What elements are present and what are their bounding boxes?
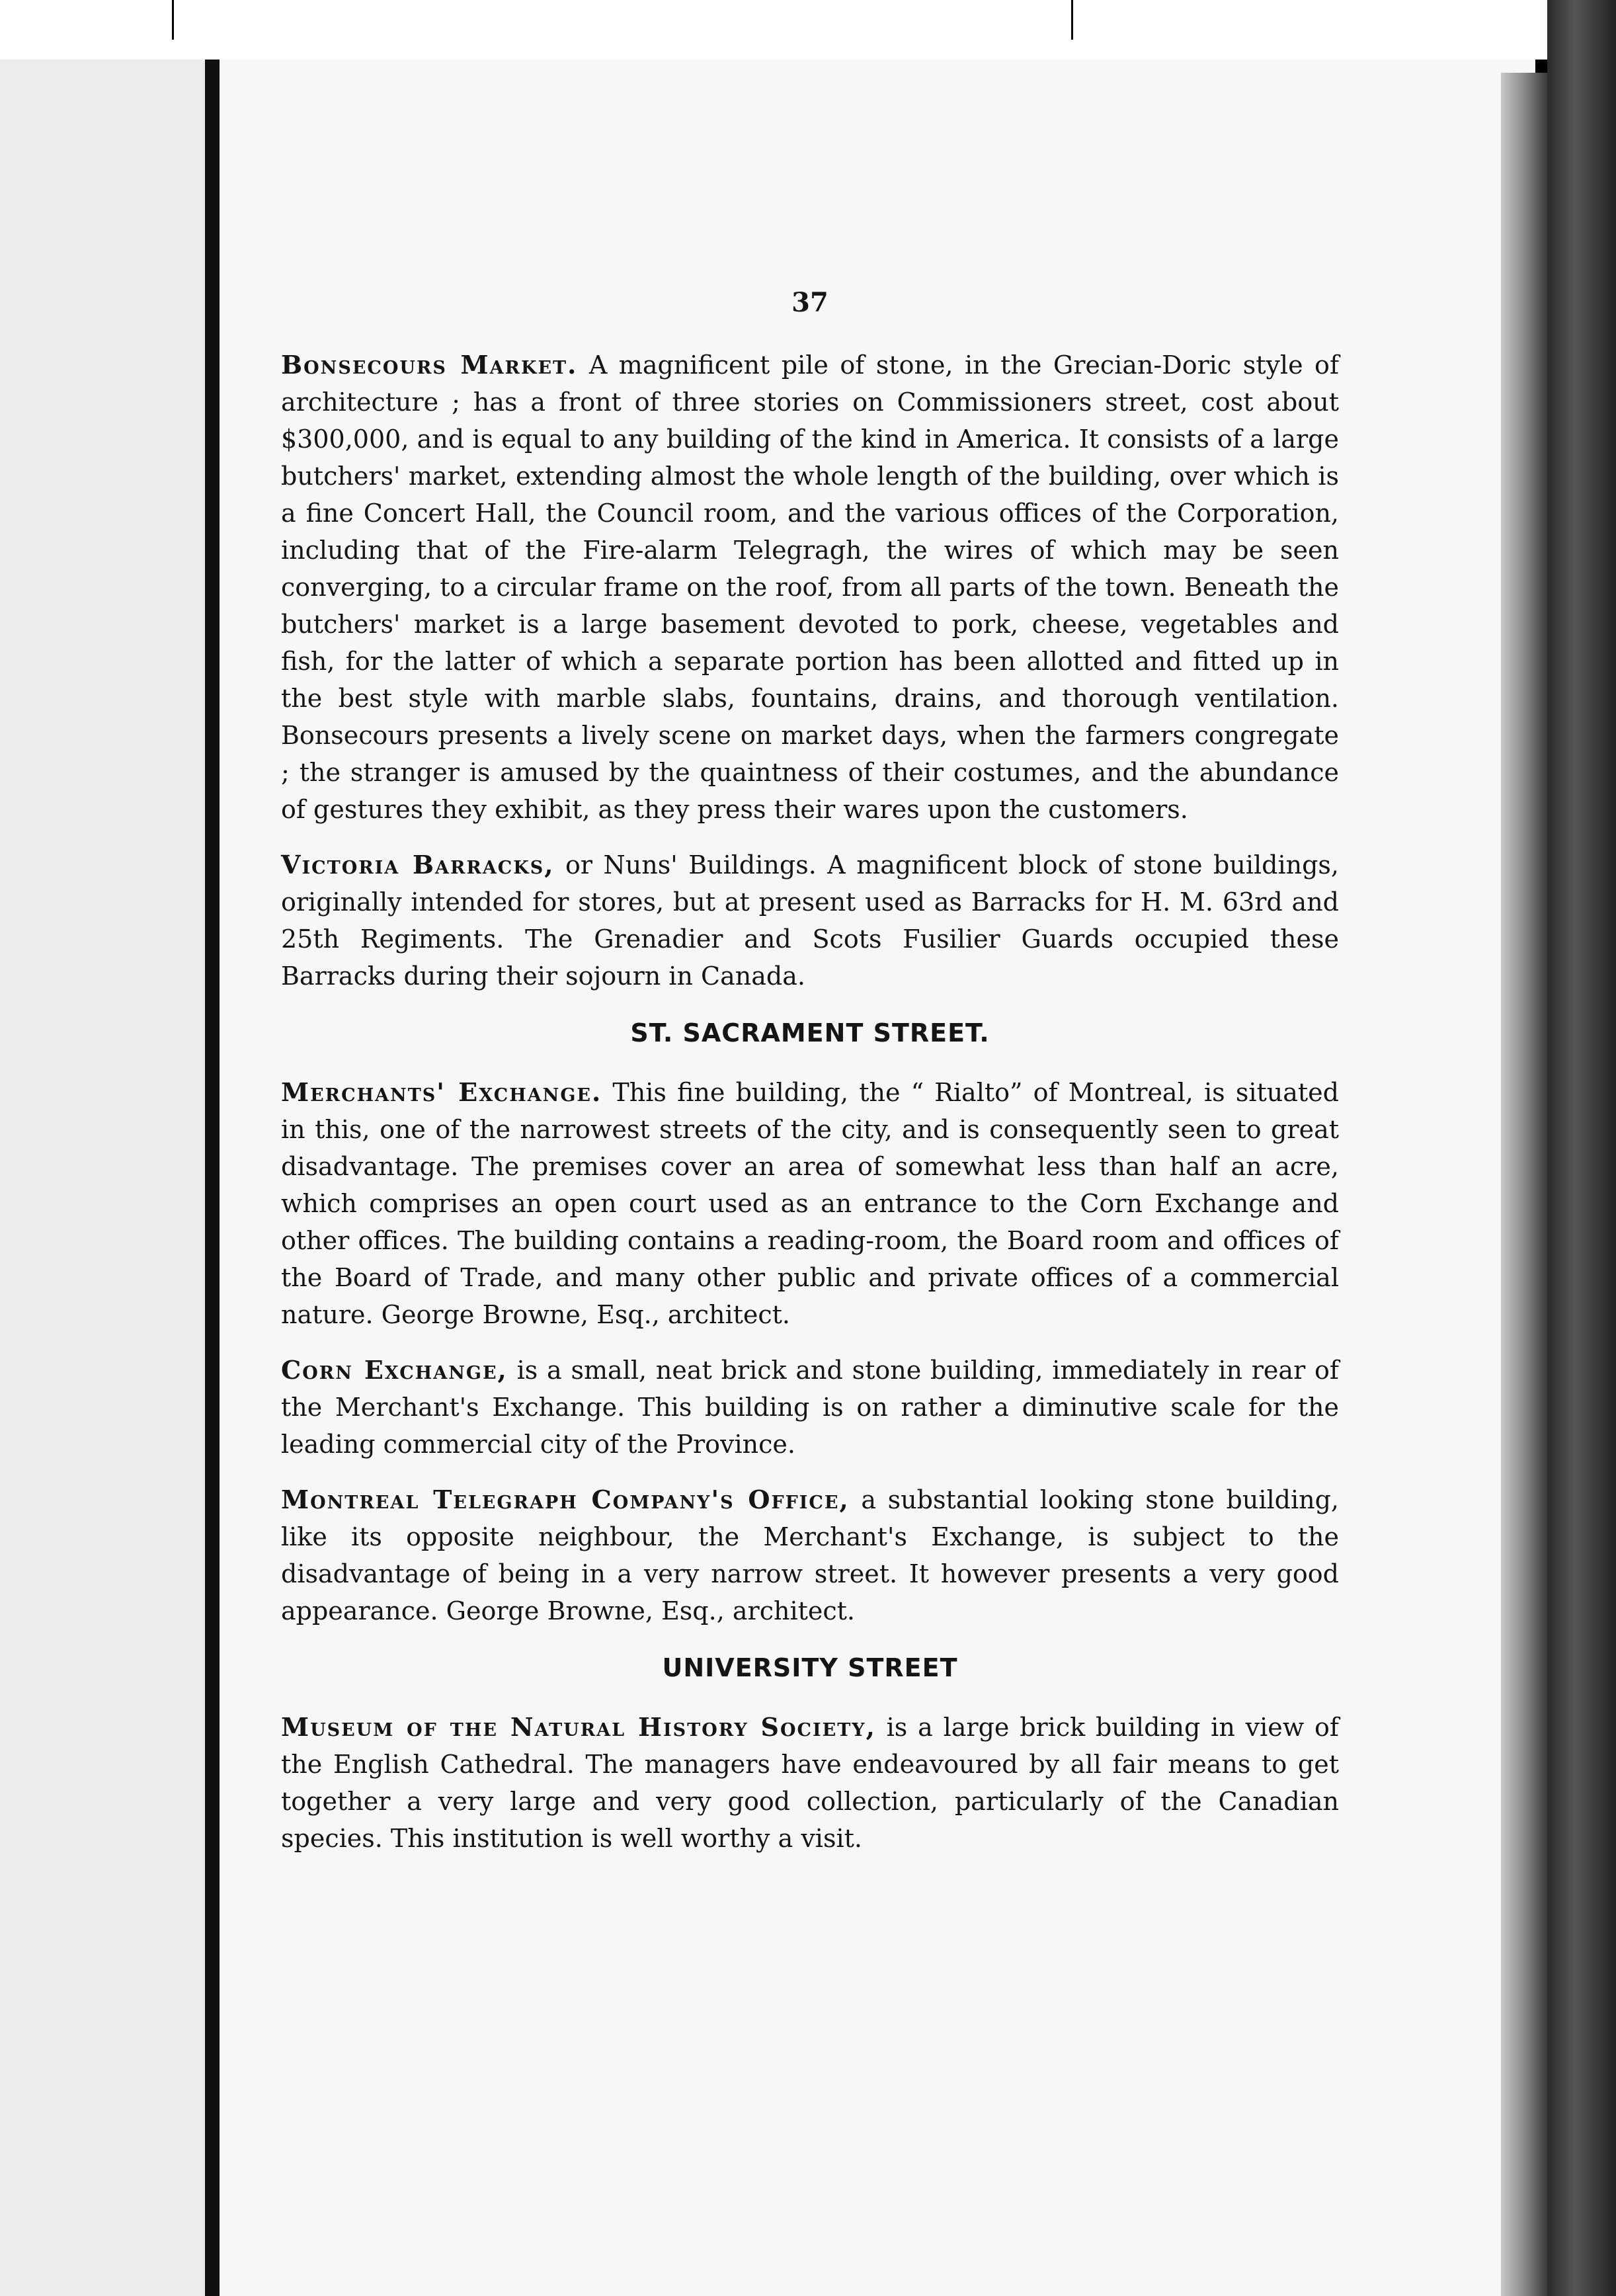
entry-title: Merchants' Exchange. [281, 1077, 602, 1107]
paragraph-bonsecours-market [281, 347, 1339, 828]
entry-text: a substantial looking stone building, like its opposite neighbour, the Merchant's Exchange, is subject to the disadvantage of being in a very narrow street. It however presents a very good appearance. George Browne, Esq., architect. [281, 1485, 1339, 1625]
paragraph-natural-history-museum [281, 1709, 1339, 1857]
entry-text: or Nuns' Buildings. A magnificent block of stone buildings, originally intended for stores, but at present used as Barracks for H. M. 63rd and 25th Regiments. The Grenadier and Scots Fusilier Guards occupied these Barracks during their sojourn in Canada. [281, 850, 1339, 991]
section-heading: UNIVERSITY STREET [662, 1653, 958, 1682]
page-number: 37 [791, 287, 828, 318]
page-content [281, 284, 1339, 1875]
scan-top-margin [0, 0, 1616, 60]
paragraph-telegraph-office [281, 1481, 1339, 1629]
book-gutter [205, 60, 220, 2296]
section-heading: ST. SACRAMENT STREET. [630, 1018, 990, 1047]
facing-page [0, 60, 205, 2296]
entry-title: Corn Exchange, [281, 1355, 508, 1385]
entry-title: Bonsecours Market. [281, 350, 578, 380]
paragraph-merchants-exchange [281, 1074, 1339, 1333]
paragraph-corn-exchange [281, 1352, 1339, 1463]
scan-mark [172, 0, 174, 40]
page-edge [1501, 73, 1547, 2296]
entry-text: A magnificent pile of stone, in the Grecian-Doric style of architecture ; has a front of three stories on Commissioners street, cost about $300,000, and is equal to any building of the kind in America. It consists of a large butchers' market, extending almost the whole length of the building, over which is a fine Concert Hall, the Council room, and the various offices of the Corporation, including that of the Fire-alarm Telegragh, the wires of which may be seen converging, to a circular frame on the roof, from all parts of the town. Beneath the butchers' market is a large basement devoted to pork, cheese, vegetables and fish, for the latter of which a separate portion has been allotted and fitted up in the best style with marble slabs, fountains, drains, and thorough ventilation. Bonsecours presents a lively scene on market days, when the farmers congregate ; the stranger is amused by the quaintness of their costumes, and the abundance of gestures they exhibit, as they press their wares upon the customers. [281, 350, 1340, 824]
entry-text: This fine building, the “ Rialto” of Montreal, is situated in this, one of the narrowest streets of the city, and is consequently seen to great disadvantage. The premises cover an area of somewhat less than half an acre, which comprises an open court used as an entrance to the Corn Exchange and other offices. The building contains a reading-room, the Board room and offices of the Board of Trade, and many other public and private offices of a commercial nature. George Browne, Esq., architect. [281, 1078, 1339, 1329]
scan-mark [1071, 0, 1073, 40]
entry-text: is a large brick building in view of the English Cathedral. The managers have endeavoured by all fair means to get together a very large and very good collection, particularly of the Canadian species. This institution is well worthy a visit. [281, 1713, 1339, 1853]
entry-text: is a small, neat brick and stone building, immediately in rear of the Merchant's Exchange. This building is on rather a diminutive scale for the leading commercial city of the Province. [281, 1356, 1339, 1459]
paragraph-victoria-barracks [281, 846, 1339, 995]
scan-border [1547, 0, 1616, 2296]
entry-title: Victoria Barracks, [281, 850, 555, 880]
entry-title: Montreal Telegraph Company's Office, [281, 1485, 850, 1514]
entry-title: Museum of the Natural History Society, [281, 1712, 876, 1742]
